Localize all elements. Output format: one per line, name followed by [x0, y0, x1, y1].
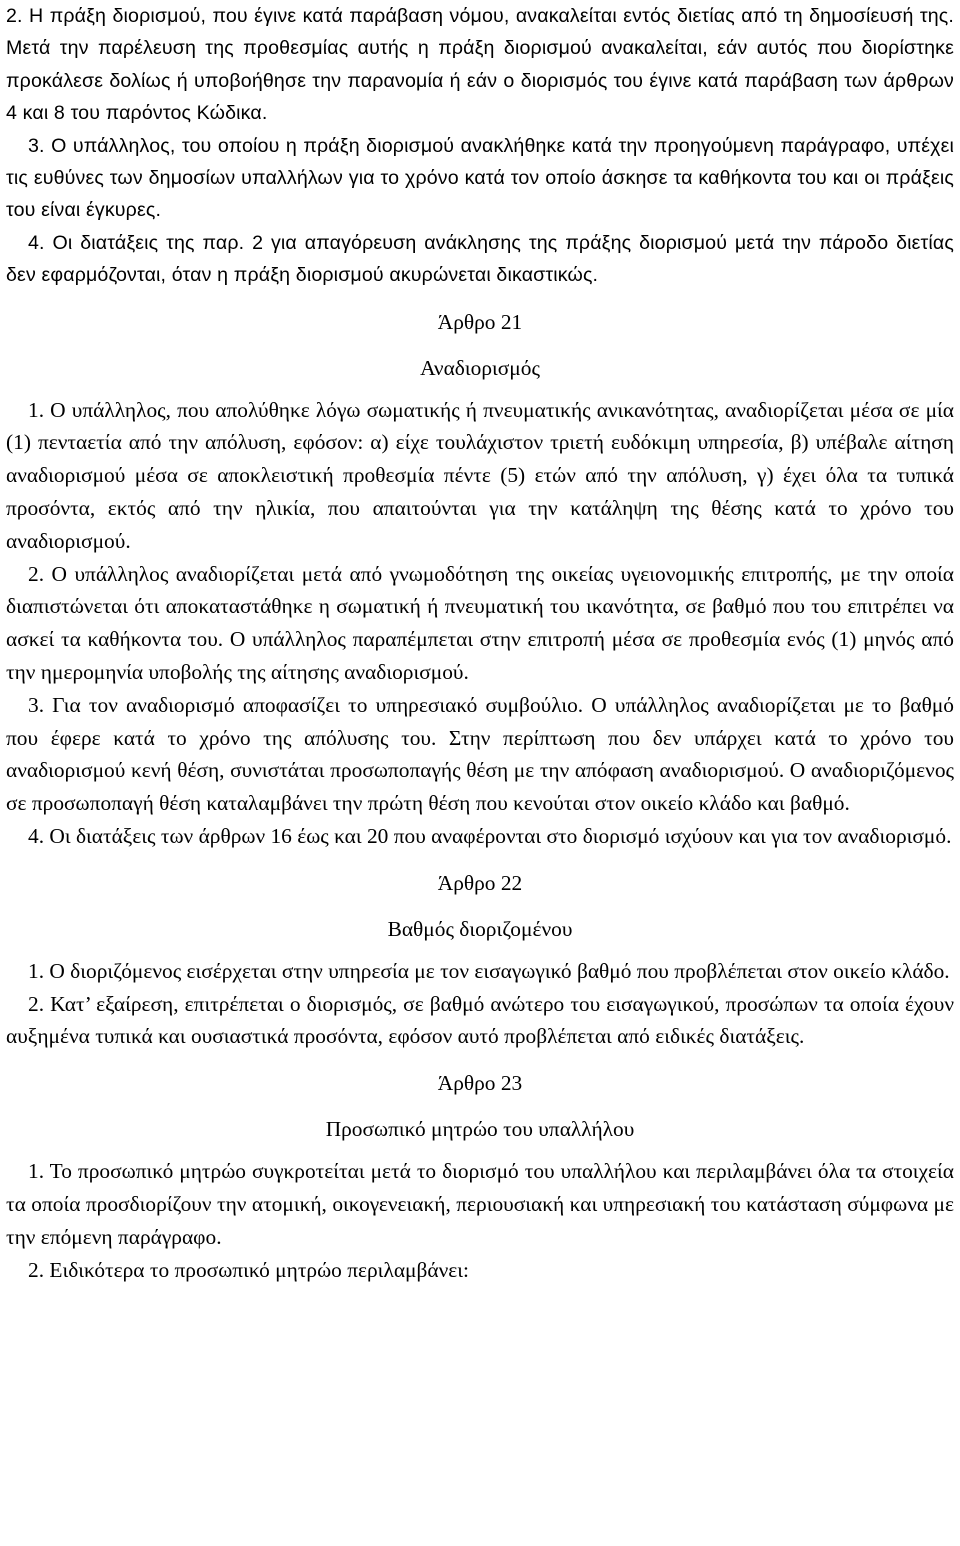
article21-paragraph-3: 3. Για τον αναδιορισμό αποφασίζει το υπηρεσιακό συμβούλιο. Ο υπάλληλος αναδιορίζεται με το βαθμό που έφερε κατά το χρόνο της απόλυσης του. Στην περίπτωση που δεν υπάρχει κατά το χρόνο του αναδιορισμού κενή θέση, συνιστάται προσωποπαγής θέση με την απόφαση αναδιορισμού. Ο αναδιοριζόμενος σε προσωποπαγή θέση καταλαμβάνει την πρώτη θέση που κενούται στον οικείο κλάδο και βαθμό.: [6, 692, 954, 816]
article20-paragraph-3: 3. Ο υπάλληλος, του οποίου η πράξη διορισμού ανακλήθηκε κατά την προηγούμενη παράγραφο, υπέχει τις ευθύνες των δημοσίων υπαλλήλων για το χρόνο κατά τον οποίο άσκησε τα καθήκοντα του και οι πράξεις του είναι έγκυρες.: [6, 134, 954, 222]
article21-paragraph-4: 4. Οι διατάξεις των άρθρων 16 έως και 20 που αναφέρονται στο διορισμό ισχύουν και για τον αναδιορισμό.: [28, 824, 952, 849]
article23-number: Άρθρο 23: [437, 1071, 523, 1096]
article20-paragraph-2: 2. Η πράξη διορισμού, που έγινε κατά παράβαση νόμου, ανακαλείται εντός διετίας από τη δημοσίευσή της. Μετά την παρέλευση της προθεσμίας αυτής η πράξη διορισμού ανακαλείται, εάν αυτός που διορίστηκε προκάλεσε δολίως ή υποβοήθησε την παρανομία ή εάν ο διορισμός του έγινε κατά παράβαση των άρθρων 4 και 8 του παρόντος Κώδικα.: [6, 5, 954, 125]
article21-paragraph-2: 2. Ο υπάλληλος αναδιορίζεται μετά από γνωμοδότηση της οικείας υγειονομικής επιτροπής, με την οποία διαπιστώνεται ότι αποκαταστάθηκε η σωματική ή πνευματική του ικανότητα, σε βαθμό που του επιτρέπει να ασκεί τα καθήκοντα του. Ο υπάλληλος παραπέμπεται στην επιτροπή μέσα σε προθεσμία ενός (1) μηνός από την ημερομηνία υποβολής της αίτησης αναδιορισμού.: [6, 561, 954, 685]
article20-paragraph-4: 4. Οι διατάξεις της παρ. 2 για απαγόρευση ανάκλησης της πράξης διορισμού μετά την πάροδο διετίας δεν εφαρμόζονται, όταν η πράξη διορισμού ακυρώνεται δικαστικώς.: [6, 231, 954, 287]
article23-paragraph-2: 2. Ειδικότερα το προσωπικό μητρώο περιλαμβάνει:: [28, 1257, 469, 1282]
article21-title: Αναδιορισμός: [420, 355, 540, 380]
article23-paragraph-1: 1. Το προσωπικό μητρώο συγκροτείται μετά το διορισμό του υπαλλήλου και περιλαμβάνει όλα τα στοιχεία τα οποία προσδιορίζουν την ατομική, οικογενειακή, περιουσιακή και υπηρεσιακή του κατάσταση σύμφωνα με την επόμενη παράγραφο.: [6, 1159, 954, 1249]
article21-number: Άρθρο 21: [437, 309, 523, 334]
article22-paragraph-1: 1. Ο διοριζόμενος εισέρχεται στην υπηρεσία με τον εισαγωγικό βαθμό που προβλέπεται στον οικείο κλάδο.: [28, 958, 950, 983]
document-page: [6, 0, 954, 1286]
article22-title: Βαθμός διοριζομένου: [387, 916, 573, 941]
article23-title: Προσωπικό μητρώο του υπαλλήλου: [325, 1117, 635, 1142]
article22-paragraph-2: 2. Κατ’ εξαίρεση, επιτρέπεται ο διορισμός, σε βαθμό ανώτερο του εισαγωγικού, προσώπων τα οποία έχουν αυξημένα τυπικά και ουσιαστικά προσόντα, εφόσον αυτό προβλέπεται από ειδικές διατάξεις.: [6, 991, 954, 1049]
article22-number: Άρθρο 22: [437, 870, 523, 895]
article21-paragraph-1: 1. Ο υπάλληλος, που απολύθηκε λόγω σωματικής ή πνευματικής ανικανότητας, αναδιορίζεται μέσα σε μία (1) πενταετία από την απόλυση, εφόσον: α) είχε τουλάχιστον τριετή ευδόκιμη υπηρεσία, β) υπέβαλε αίτηση αναδιορισμού μέσα σε αποκλειστική προθεσμία πέντε (5) ετών από την απόλυση, γ) έχει όλα τα τυπικά προσόντα, εκτός από την ηλικία, που απαιτούνται για την κατάληψη της θέσης κατά το χρόνο του αναδιορισμού.: [6, 397, 954, 553]
